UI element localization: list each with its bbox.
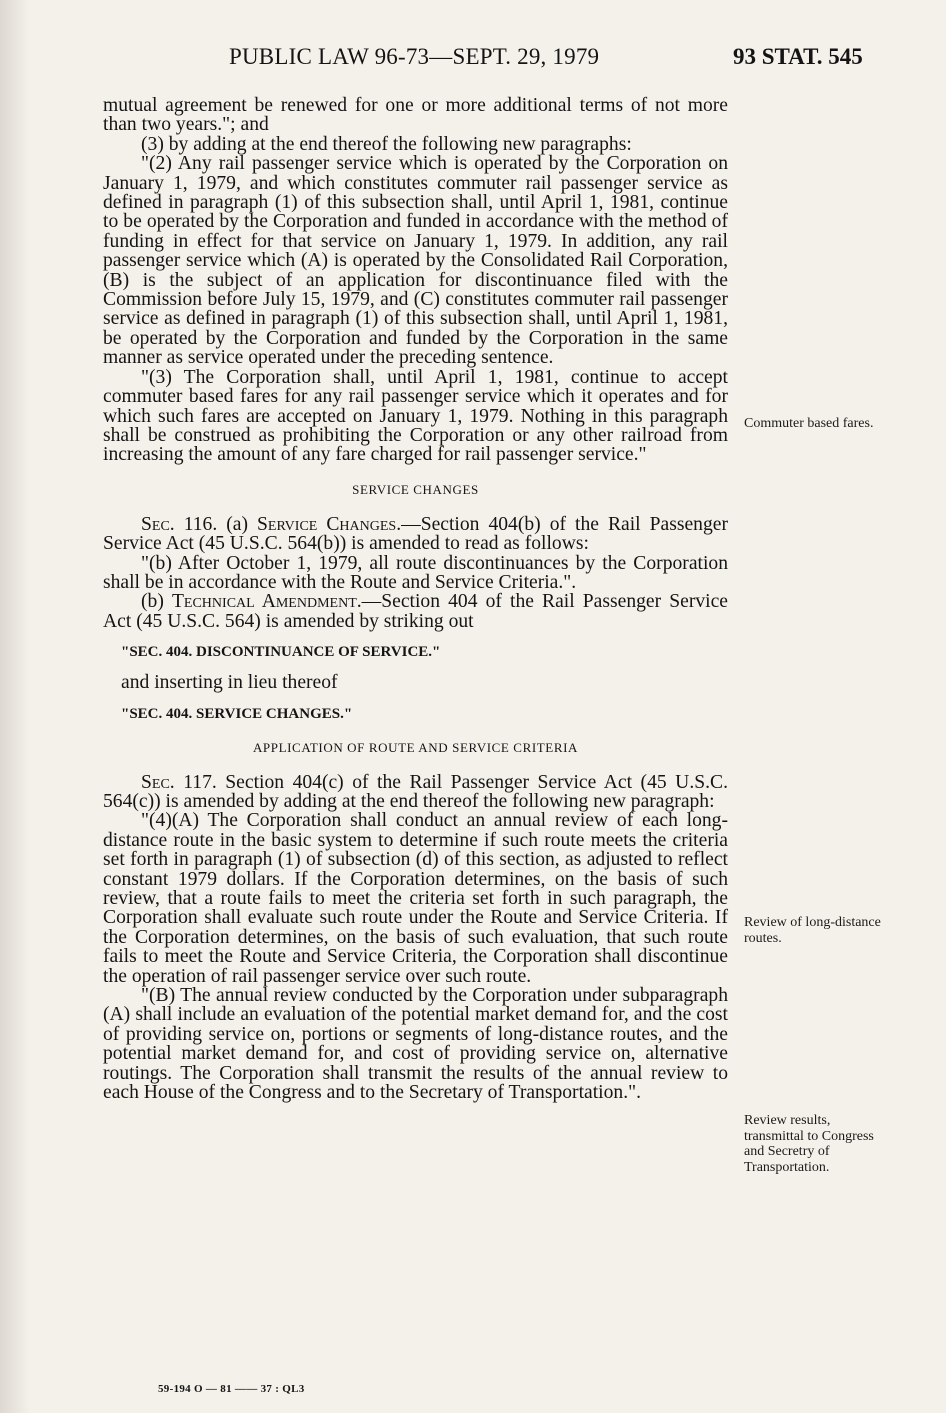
section-116-paragraph: Sec. 116. (a) Service Changes.—Section 404(b) of the Rail Passenger Service Act (45 U.S.C. 564(b)) is amended to read as follows: (103, 513, 728, 555)
margin-note-review-results: Review results, transmittal to Congress and Secretry of Transportation. (744, 1113, 874, 1175)
section-heading: APPLICATION OF ROUTE AND SERVICE CRITERIA (252, 739, 579, 755)
statute-page-number: 93 STAT. 545 (733, 44, 863, 69)
subsection-caption: Service Changes. (257, 513, 402, 535)
struck-heading: "SEC. 404. DISCONTINUANCE OF SERVICE." (121, 644, 441, 661)
section-label: Sec. (141, 513, 175, 535)
inserted-heading: "SEC. 404. SERVICE CHANGES." (121, 705, 353, 722)
paragraph: (3) by adding at the end thereof the following new paragraphs: (141, 133, 632, 155)
running-title: PUBLIC LAW 96-73—SEPT. 29, 1979 (229, 44, 600, 69)
paragraph-annual-review: "(4)(A) The Corporation shall conduct an annual review of each long-distance route in the basic system to determine if such route meets the criteria set forth in paragraph (1) of subsection (d) of this section, as adjusted to reflect constant 1979 dollars. If the Corporation determines, on the basis of such review, that a route fails to meet the criteria set forth in such paragraph, the Corporation shall evaluate such route under the Route and Service Criteria. If the Corporation determines, on the basis of such evaluation, that such route fails to meet the Route and Service Criteria, the Corporation shall discontinue the operation of rail passenger service over such route. (103, 810, 728, 987)
print-code-footer: 59-194 O — 81 —— 37 : QL3 (158, 1383, 305, 1395)
paragraph-commuter-fares: "(3) The Corporation shall, until April 1, 1981, continue to accept commuter based fares for any rail passenger service which it operates and for which such fares are accepted on January 1, 1979. Nothing in this paragraph shall be construed as prohibiting the Corporation or any other railroad from increasing the amount of any fare charged for rail passenger service." (103, 366, 728, 466)
subsection-caption: Technical Amendment. (171, 591, 362, 613)
margin-note-long-distance-review: Review of long-distance routes. (744, 915, 881, 946)
scan-edge-shading (0, 0, 30, 1413)
section-117-paragraph: Sec. 117. Section 404(c) of the Rail Passenger Service Act (45 U.S.C. 564(c)) is amended by adding at the end thereof the following new paragraph: (103, 771, 728, 812)
page-header (0, 44, 946, 76)
paragraph-review-results: "(B) The annual review conducted by the Corporation under subparagraph (A) shall include an evaluation of the potential market demand for, and the cost of providing service on, portions or segments of long-distance routes, and the potential market demand for, and cost of providing service on, alternative routings. The Corporation shall transmit the results of the annual review to each House of the Congress and to the Secretary of Transportation.". (103, 985, 728, 1104)
margin-note-commuter-fares: Commuter based fares. (744, 416, 874, 431)
section-heading: SERVICE CHANGES (352, 481, 479, 497)
paragraph: "(2) Any rail passenger service which is operated by the Corporation on January 1, 1979, and which constitutes commuter rail passenger service as defined in paragraph (1) of this subsection shall, until April 1, 1981, continue to be operated by the Corporation and funded in accordance with the method of funding in effect for that service on January 1, 1979. In addition, any rail passenger service which (A) is operated by the Consolidated Rail Corporation, (B) is the subject of an application for discontinuance filed with the Commission before July 15, 1979, and (C) constitutes commuter rail passenger service as defined in paragraph (1) of this subsection shall, until April 1, 1981, be operated by the Corporation and funded by the Corporation in the same manner as service operated under the preceding sentence. (103, 153, 728, 369)
technical-amendment-paragraph: (b) Technical Amendment.—Section 404 of the Rail Passenger Service Act (45 U.S.C. 564) is amended by striking out (103, 591, 728, 632)
insertion-text: and inserting in lieu thereof (121, 672, 338, 694)
main-text-column (103, 96, 728, 1102)
section-label: Sec. (141, 771, 175, 793)
paragraph: mutual agreement be renewed for one or more additional terms of not more than two years."; and (103, 95, 728, 136)
paragraph: "(b) After October 1, 1979, all route discontinuances by the Corporation shall be in accordance with the Route and Service Criteria.". (103, 552, 728, 593)
